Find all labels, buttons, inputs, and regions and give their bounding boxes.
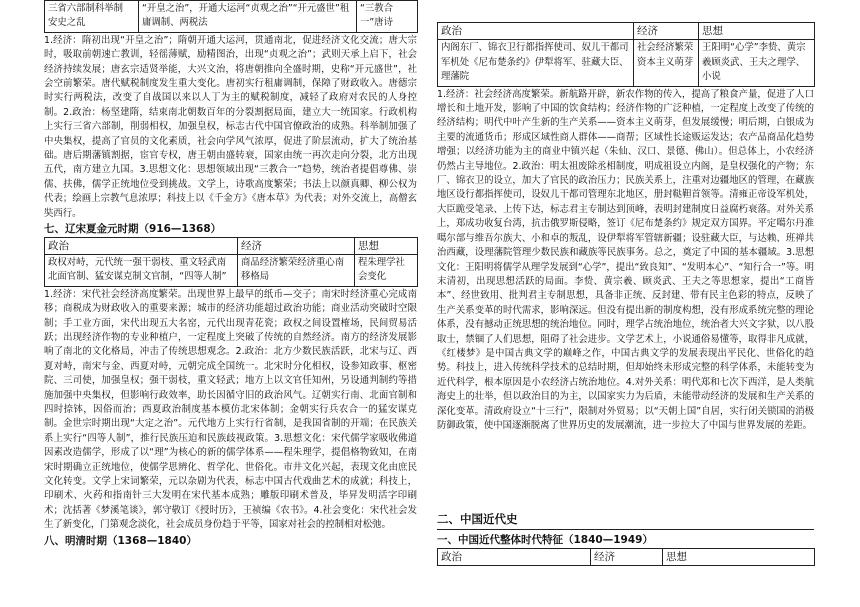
- section-divider: [437, 529, 814, 530]
- table-cell-thought: 程朱理学社会变化: [355, 254, 418, 286]
- section-heading-modern: 二、中国近代史: [437, 512, 518, 526]
- table-cell-thought: “三教合一”唐诗: [357, 1, 418, 33]
- ming-qing-table: [437, 22, 815, 87]
- section-heading-ming-qing: 八、明清时期（1368—1840）: [44, 534, 197, 547]
- table-header-thought: 思想: [663, 548, 815, 565]
- table-cell-politics: 政权对峙，元代统一强干弱枝、重文轻武南北面官制、猛安谋克制文官制，“四等人制”: [45, 254, 238, 286]
- left-column: [44, 0, 417, 548]
- modern-history-table: [437, 548, 815, 566]
- table-cell-politics: 三省六部制科举制 安史之乱: [45, 1, 139, 33]
- subsection-heading-modern: 一、中国近代整体时代特征（1840—1949）: [437, 534, 653, 547]
- table-cell-economy: 商品经济繁荣经济重心南移格局: [238, 254, 355, 286]
- table-header-thought: 思想: [355, 237, 418, 254]
- table-cell-politics: 内阁东厂、锦衣卫行都指挥使司、奴儿干都司军机处《尼布楚条约》伊犁将军、驻藏大臣、理藩院: [438, 40, 634, 86]
- table-header-economy: 经济: [634, 23, 699, 40]
- ming-qing-paragraph: 1.经济：社会经济高度繁荣。新航路开辟，新农作物的传入，提高了粮食产量，促进了人口增长和土地开发，影响了中国的饮食结构；经济作物的广泛种植，一定程度上改变了传统的经济结构；明代中叶产生新的生产关系——资本主义萌芽，但发展缓慢；明后期，白银成为主要的流通货币；形成区域性商人群体——商帮；区域性长途贩运发达；农产品商品化趋势增强；以经济功能为主的商业中镇兴起（朱仙、汉口、景德、佛山）。但总体上，小农经济仍然占主导地位。2.政治：明太祖废除丞相制度，明成祖设立内阁，是皇权强化的产物；东厂、锦衣卫的设立，加大了官民的政治压力；民族关系上，注重对边疆地区的管理，在藏族地区设行都指挥使司，设奴儿干都司管理东北地区，册封鞑靼首领等。清雍正帝设军机处，大臣跪受笔录、上传下达，标志君主专制达到顶峰，表明封建制度日益腐朽衰落。对外关系上，郑成功收复台湾，抗击俄罗斯侵略，签订《尼布楚条约》规定双方国界。平定噶尔丹准噶尔部与维吾尔族大、小和卓的叛乱，设伊犁将军管辖新疆；设驻藏大臣，与达赖、班禅共治西藏，设理藩院管理少数民族和藏族等民族事务。总之，奠定了中国的基本疆域。3.思想文化：王阳明将儒学从理学发展到“心学”，提出“致良知”、“发明本心”、“知行合一”等。明末清初，出现思想活跃的局面。李贽、黄宗羲、顾炎武、王夫之等思想家，提出“工商皆本”、经世致用、批判君主专制思想，具备非正统、反封建、带有民主色彩的特点，反映了生产关系变革的时代需求，影响深远。但没有提出新的制度构想，没有形成系统完整的理论体系，没有撼动正统思想的统治地位。同时，理学占统治地位，统治者大兴文字狱，以八股取士，禁锢了人们思想，阻碍了社会进步。文学艺术上，小说通俗易懂等，取得非凡成就，《红楼梦》是中国古典文学的巅峰之作，中国古典文学的发展表现出平民化、世俗化的趋势。科技上，进入传统科学技术的总结时期，但却始终未形成完整的科学体系，未能转变为近代科学，根本原因是小农经济占统治地位。4.对外关系：明代郑和七次下西洋，是人类航海史上的壮举，但以政治目的为主，以国家实力为后盾，未能带动经济的发展和生产关系的深化变革。清政府设立“十三行”，限制对外贸易；以“天朝上国”自居，实行闭关锁国的消极防御政策，使中国逐渐脱离了世界历史的发展潮流，进一步拉大了中国与世界发展的差距。: [437, 88, 814, 431]
- table-header-economy: 经济: [238, 237, 355, 254]
- right-column: [437, 22, 814, 433]
- table-header-politics: 政治: [45, 237, 238, 254]
- sui-tang-summary-table: [44, 0, 418, 33]
- table-header-politics: 政治: [438, 548, 591, 565]
- table-cell-thought: 王阳明“心学”李贽、黄宗羲顾炎武、王夫之理学、小说: [699, 40, 815, 86]
- table-cell-economy: 社会经济繁荣资本主义萌芽: [634, 40, 699, 86]
- table-cell-economy: “开皇之治”，开通大运河“贞观之治”“开元盛世”租庸调制、两税法: [139, 1, 357, 33]
- liao-song-table: [44, 237, 418, 287]
- sui-tang-paragraph: 1.经济：隋初出现“开皇之治”；隋朝开通大运河，贯通南北，促进经济文化交流；唐大宗时，吸取前朝速亡教训，轻徭薄赋，励精图治，出现“贞观之治”；武则天承上启下，社会经济持续发展；唐玄宗适贤举能，大兴文治，将唐朝推向全盛时期，史称“开元盛世”，社会空前繁荣。唐代赋税制度发生重大变化。唐初实行租庸调制，保障了财政收入。唐德宗时实行两税法，改变了自战国以来以人丁为主的赋税制度，减轻了政府对农民的人身控制。2.政治：杨坚建隋，结束南北朝数百年的分裂割据局面，建立大一统国家。行政机构上实行三省六部制，削弱相权，加强皇权，标志古代中国官僚政治的成熟。科举制加强了中央集权，提高了官员的文化素质，社会向学风气浓厚，促进了阶层流动，扩大了统治基础。唐后期藩镇割据，宦官专权，唐王朝由盛转衰，国家由统一再次走向分裂，北方出现五代，南方建立九国。3.思想文化：思想领域出现“三教合一”趋势，统治者提倡尊佛、崇儒、扶佛，儒学正统地位受到挑战。文学上，诗歌高度繁荣；书法上以颜真卿、柳公权为代表；绘画上宗教气息浓厚；科技上以《千金方》《唐本草》为代表；对外交流上，高僧玄奘西行。: [44, 34, 417, 219]
- table-header-thought: 思想: [699, 23, 815, 40]
- modern-history-block: [437, 512, 814, 566]
- section-heading-liao-song: 七、辽宋夏金元时期（916—1368）: [44, 223, 222, 236]
- liao-song-paragraph: 1.经济：宋代社会经济高度繁荣。出现世界上最早的纸币—交子；南宋时经济重心完成南移；商税成为财政收入的重要来源；城市的经济功能超过政治功能；商业活动突破时空限制；手工业方面，宋代出现五大名窑，元代出现青花瓷；政权之间设置榷场，民间贸易活跃；出现经济作物的专业种植户，一定程度上突破了传统的自然经济。南方的经济发展影响了南北的文化格局，冲击了传统思想观念。2.政治：北方少数民族活跃，北宋与辽、西夏对峙，南宋与金、西夏对峙，元朝完成全国统一。北宋时分化相权，设参知政事、枢密院、三司使，加强皇权；强干弱枝，重文轻武；地方上以文官任知州，另设通判制约等措施加强中央集权，但影响行政效率，助长因循守旧的政治风气。辽朝实行南、北面官制和四时捺钵，因俗而治；西夏政治制度基本模仿北宋体制；金朝实行兵农合一的猛安谋克制。金世宗时期出现“大定之治”。元代地方上实行行省制，是我国省制的开端；在民族关系上实行“四等人制”，推行民族压迫和民族歧视政策。3.思想文化：宋代儒学家吸收佛道因素改造儒学，形成了以“理”为核心的新的儒学体系——程朱理学，提倡格物致知，在南宋时期确立正统地位，使儒学思辨化、哲学化、世俗化。市井文化兴起，表现文化由庶民文化转变。文学上宋词繁荣，元以杂剧为代表，标志中国古代戏曲艺术的成就；科技上，印刷术、火药和指南针三大发明在宋代基本成熟；雕版印刷术普及，毕昇发明活字印刷术；沈括著《梦溪笔谈》，郭守敬订《授时历》，王祯编《农书》。4.社会变化：宋代社会发生了新变化，门第观念淡化，社会成员身份趋于平等，国家对社会的控制相对松弛。: [44, 288, 417, 531]
- table-header-politics: 政治: [438, 23, 634, 40]
- table-header-economy: 经济: [591, 548, 663, 565]
